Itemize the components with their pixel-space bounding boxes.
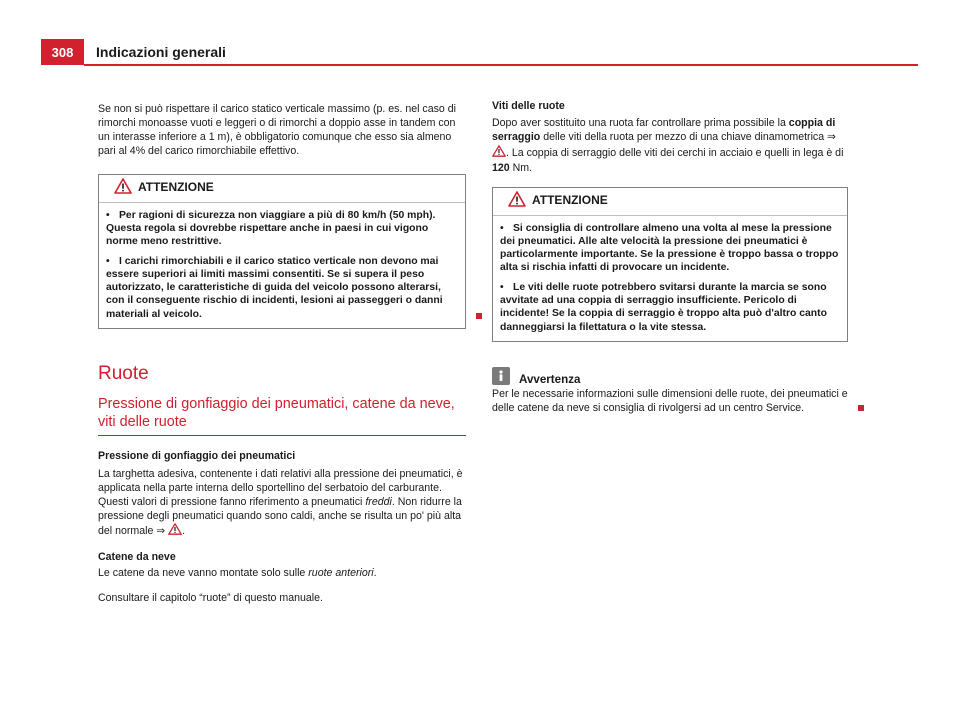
- header-rule: [84, 64, 918, 66]
- section-end-square-icon: [858, 405, 864, 411]
- warning-body: [99, 203, 465, 328]
- warning-header: [99, 175, 465, 203]
- warning-header: [493, 188, 847, 216]
- intro-paragraph: Se non si può rispettare il carico statico verticale massimo (p. es. nel caso di rimorchi monoasse vuoti e leggeri o di rimorchi a doppio asse in tandem con un interasse inferiore a 1 m), è obbligatorio comunque che esso sia almeno pari al 4% del carico rimorchiabile effettivo.: [98, 103, 456, 157]
- section-subtitle: Pressione di gonfiaggio dei pneumatici, catene da neve, viti delle ruote: [98, 395, 455, 430]
- section-title: Ruote: [98, 363, 149, 384]
- warning-triangle-icon: [508, 191, 526, 212]
- chains-emphasis: ruote anteriori: [308, 567, 374, 580]
- page-number: 308: [41, 39, 84, 65]
- note-header: [492, 366, 848, 387]
- subtitle-rule: [98, 435, 466, 436]
- section-end-square-icon: [476, 313, 482, 319]
- bullet-icon: •: [106, 255, 110, 267]
- page-header-title: Indicazioni generali: [96, 44, 226, 60]
- bullet-icon: •: [500, 281, 504, 293]
- consult-paragraph: Consultare il capitolo “ruote” di questo manuale.: [98, 592, 323, 605]
- warning-title: ATTENZIONE: [138, 180, 214, 195]
- warning-item: [106, 255, 457, 321]
- warning-ref-icon: [168, 523, 182, 540]
- bullet-icon: •: [500, 222, 504, 234]
- chains-text: Le catene da neve vanno montate solo sulle: [98, 567, 306, 580]
- pressure-text-2: . Non ridurre la pressione degli pneumatici quando sono caldi, anche se risulta un po' più alta del normale ⇒: [98, 495, 462, 538]
- warning-triangle-icon: [114, 178, 132, 199]
- pressure-paragraph: La targhetta adesiva, contenente i dati relativi alla pressione dei pneumatici, è applicata nella parte interna dello sportellino del serbatoio del carburante. Questi valori di pressione fanno riferimento a pneumatici freddi. Non ridurre la pressione degli pneumatici quando sono caldi, anche se risulta un po' più alta del normale ⇒ .: [98, 468, 466, 541]
- right-column: [492, 100, 848, 416]
- pressure-emphasis: freddi: [365, 495, 392, 508]
- pressure-heading: Pressione di gonfiaggio dei pneumatici: [98, 449, 296, 462]
- bolts-bold: coppia di serraggio: [492, 116, 836, 143]
- warning-item-text: Per ragioni di sicurezza non viaggiare a più di 80 km/h (50 mph). Questa regola si dovrebbe rispettare anche in paesi in cui vigono norme meno restrittive.: [106, 209, 436, 248]
- warning-box-right: [492, 187, 848, 342]
- note-block: [492, 388, 848, 416]
- chains-paragraph: [98, 567, 466, 581]
- bolts-heading: Viti delle ruote: [492, 100, 565, 112]
- left-column: [98, 103, 466, 606]
- warning-item: [500, 222, 839, 275]
- warning-block-left: [98, 174, 466, 329]
- bolts-text-2: delle viti della ruota per mezzo di una chiave dinamometrica ⇒: [543, 130, 836, 143]
- bolts-text: Dopo aver sostituito una ruota far controllare prima possibile la: [492, 116, 786, 129]
- warning-box-left: [98, 174, 466, 329]
- bolts-paragraph: [492, 117, 848, 176]
- chains-heading: Catene da neve: [98, 551, 176, 564]
- info-note-icon: [492, 367, 510, 385]
- warning-ref-icon: [492, 145, 506, 162]
- bullet-icon: •: [106, 209, 110, 221]
- torque-unit: Nm.: [512, 161, 533, 174]
- bolts-text-3: . La coppia di serraggio delle viti dei cerchi in acciaio e quelli in lega è di: [506, 146, 844, 159]
- warning-item-text: Le viti delle ruote potrebbero svitarsi durante la marcia se sono avvitate ad una coppia di serraggio insufficiente. Pericolo di incidente! Se la coppia di serraggio è troppo alta può d'altro canto danneggiarsi la filettatura o la vite stessa.: [500, 281, 827, 333]
- warning-title: ATTENZIONE: [532, 193, 608, 208]
- torque-value: 120: [492, 161, 510, 174]
- warning-body: [493, 216, 847, 341]
- pressure-text: La targhetta adesiva, contenente i dati relativi alla pressione dei pneumatici, è applicata nella parte interna dello sportellino del serbatoio del carburante. Questi valori di pressione fanno riferimento a pneumatici: [98, 467, 463, 508]
- warning-item-text: I carichi rimorchiabili e il carico statico verticale non devono mai essere superiori ai limiti massimi consentiti. Se si supera il peso autorizzato, le caratteristiche di guida del veicolo possono alterarsi, con il conseguente rischio di incidenti, lesioni ai passeggeri o danni materiali al veicolo.: [106, 255, 443, 320]
- warning-item-text: Si consiglia di controllare almeno una volta al mese la pressione dei pneumatici. Alle alte velocità la pressione dei pneumatici è particolarmente importante. Se la pressione è troppo bassa o troppo alta si rischia infatti di provocare un incidente.: [500, 222, 839, 274]
- warning-item: [500, 281, 839, 334]
- note-title: Avvertenza: [519, 372, 581, 386]
- chains-end: .: [373, 567, 377, 580]
- warning-item: [106, 209, 457, 249]
- note-text: Per le necessarie informazioni sulle dimensioni delle ruote, dei pneumatici e delle catene da neve si consiglia di rivolgersi ad un centro Service.: [492, 387, 848, 414]
